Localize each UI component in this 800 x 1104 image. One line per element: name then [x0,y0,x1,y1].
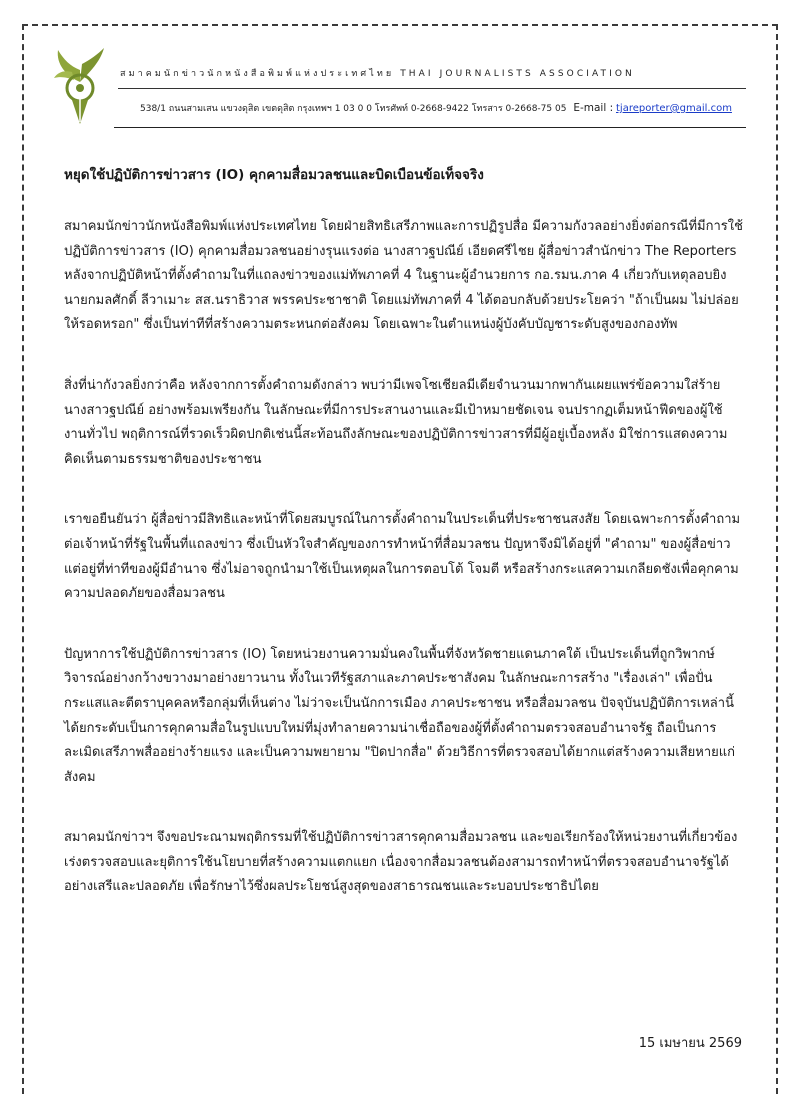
paragraph: เราขอยืนยันว่า ผู้สื่อข่าวมีสิทธิและหน้าที่โดยสมบูรณ์ในการตั้งคำถามในประเด็นที่ประชาชนสงสัย โดยเฉพาะการตั้งคำถามต่อเจ้าหน้าที่รัฐในพื้นที่แถลงข่าว ซึ่งเป็นหัวใจสำคัญของการทำหน้าที่สื่อมวลชน ปัญหาจึงมิได้อยู่ที่ "คำถาม" ของผู้สื่อข่าว แต่อยู่ที่ท่าทีของผู้มีอำนาจ ซึ่งไม่อาจถูกนำมาใช้เป็นเหตุผลในการตอบโต้ โจมตี หรือสร้างกระแสความเกลียดชังเพื่อคุกคามความปลอดภัยของสื่อมวลชน [64,512,741,602]
statement-date: 15 เมษายน 2569 [638,1036,742,1051]
statement-title: หยุดใช้ปฏิบัติการข่าวสาร (IO) คุกคามสื่อมวลชนและบิดเบือนข้อเท็จจริง [64,167,484,183]
association-logo-icon [50,42,110,126]
paragraph: ปัญหาการใช้ปฏิบัติการข่าวสาร (IO) โดยหน่วยงานความมั่นคงในพื้นที่จังหวัดชายแดนภาคใต้ เป็นประเด็นที่ถูกวิพากษ์วิจารณ์อย่างกว้างขวางมาอย่างยาวนาน ทั้งในเวทีรัฐสภาและภาคประชาสังคม ในลักษณะการสร้าง "เรื่องเล่า" เพื่อปั่นกระแสและตีตราบุคคลหรือกลุ่มที่เห็นต่าง ไม่ว่าจะเป็นนักการเมือง ภาคประชาชน หรือสื่อมวลชน ปัจจุบันปฏิบัติการเหล่านี้ได้ยกระดับเป็นการคุกคามสื่อในรูปแบบใหม่ที่มุ่งทำลายความน่าเชื่อถือของผู้ที่ตั้งคำถามตรวจสอบอำนาจรัฐ ถือเป็นการละเมิดเสรีภาพสื่ออย่างร้ายแรง และเป็นความพยายาม "ปิดปากสื่อ" ด้วยวิธีการที่ตรวจสอบได้ยากแต่สร้างความเสียหายแก่สังคม [64,646,735,785]
address-text: 538/1 ถนนสามเสน แขวงดุสิต เขตดุสิต กรุงเทพฯ 1 03 0 0 โทรศัพท์ 0-2668-9422 โทรสาร 0-2668-75 05 [140,104,567,114]
organization-name: สมาคมนักข่าวนักหนังสือพิมพ์แห่งประเทศไทย THAI JOURNALISTS ASSOCIATION [120,69,635,79]
header-divider-bottom [114,127,746,128]
paragraph: สมาคมนักข่าวนักหนังสือพิมพ์แห่งประเทศไทย โดยฝ่ายสิทธิเสรีภาพและการปฏิรูปสื่อ มีความกังวลอย่างยิ่งต่อกรณีที่มีการใช้ปฏิบัติการข่าวสาร (IO) คุกคามสื่อมวลชนอย่างรุนแรงต่อ นางสาวฐปณีย์ เอียดศรีไชย ผู้สื่อข่าวสำนักข่าว The Reporters หลังจากปฏิบัติหน้าที่ตั้งคำถามในที่แถลงข่าวของแม่ทัพภาคที่ 4 ในฐานะผู้อำนวยการ กอ.รมน.ภาค 4 เกี่ยวกับเหตุลอบยิงนายกมลศักดิ์ ลีวาเมาะ สส.นราธิวาส พรรคประชาชาติ โดยแม่ทัพภาคที่ 4 ได้ตอบกลับด้วยประโยคว่า "ถ้าเป็นผม ไม่ปล่อยให้รอดหรอก" ซึ่งเป็นท่าทีที่สร้างความตระหนกต่อสังคม โดยเฉพาะในตำแหน่งผู้บังคับบัญชาระดับสูงของกองทัพ [64,219,743,333]
header-divider-top [118,88,746,89]
paragraph: สมาคมนักข่าวฯ จึงขอประณามพฤติกรรมที่ใช้ปฏิบัติการข่าวสารคุกคามสื่อมวลชน และขอเรียกร้องให้หน่วยงานที่เกี่ยวข้อง เร่งตรวจสอบและยุติการใช้นโยบายที่สร้างความแตกแยก เนื่องจากสื่อมวลชนต้องสามารถทำหน้าที่ตรวจสอบอำนาจรัฐได้อย่างเสรีและปลอดภัย เพื่อรักษาไว้ซึ่งผลประโยชน์สูงสุดของสาธารณชนและระบอบประชาธิปไตย [64,830,738,895]
email-link[interactable]: tjareporter@gmail.com [616,103,732,114]
statement-body [64,215,744,936]
email-label: E-mail : [573,102,614,114]
paragraph: สิ่งที่น่ากังวลยิ่งกว่าคือ หลังจากการตั้งคำถามดังกล่าว พบว่ามีเพจโซเชียลมีเดียจำนวนมากพากันเผยแพร่ข้อความใส่ร้าย นางสาวฐปณีย์ อย่างพร้อมเพรียงกัน ในลักษณะที่มีการประสานงานและมีเป้าหมายชัดเจน จนปรากฏเต็มหน้าฟีดของผู้ใช้งานทั่วไป พฤติการณ์ที่รวดเร็วผิดปกติเช่นนี้สะท้อนถึงลักษณะของปฏิบัติการข่าวสารที่มีผู้อยู่เบื้องหลัง มิใช่การแสดงความคิดเห็นตามธรรมชาติของประชาชน [64,377,728,467]
contact-line [140,101,732,115]
